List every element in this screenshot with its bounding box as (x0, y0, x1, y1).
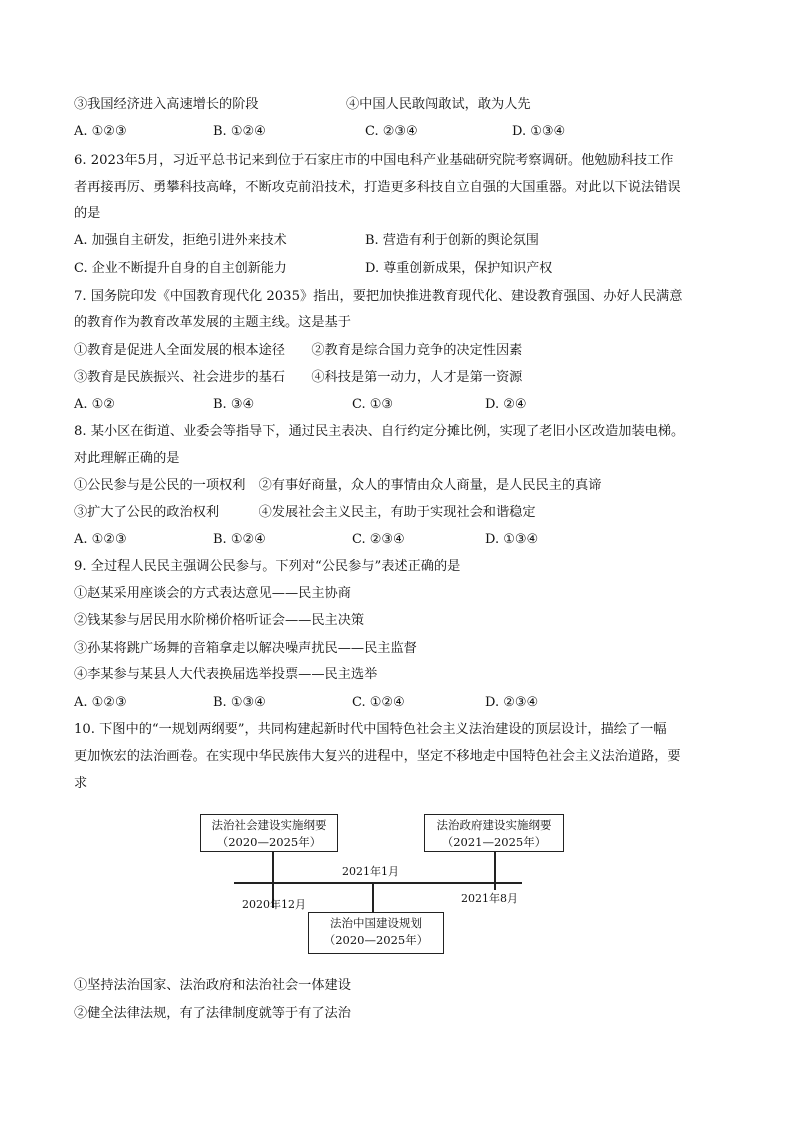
q7-stem-line1: 7. 国务院印发《中国教育现代化 2035》指出，要把加快推进教育现代化、建设教育强国、办好人民满意 (74, 289, 683, 304)
q7-option-c: C. ①③ (352, 397, 394, 412)
q6-stem-line3: 的是 (74, 206, 101, 221)
q6-option-b: B. 营造有利于创新的舆论氛围 (365, 233, 539, 248)
q8-option-a: A. ①②③ (74, 532, 127, 547)
tick-2021-8 (494, 882, 496, 890)
q10-stem-line3: 求 (74, 776, 88, 791)
timeline-axis (234, 882, 522, 884)
q9-option-d: D. ②③④ (485, 695, 539, 710)
q7-stem-line2: 的教育作为教育改革发展的主题主线。这是基于 (74, 315, 351, 330)
q7-option-b: B. ③④ (213, 397, 255, 412)
q8-option-d: D. ①③④ (485, 532, 539, 547)
q6-stem-line2: 者再接再厉、勇攀科技高峰，不断攻克前沿技术，打造更多科技自立自强的大国重器。对此以下说法错误 (74, 180, 681, 195)
q10-stem-line2: 更加恢宏的法治画卷。在实现中华民族伟大复兴的进程中，坚定不移地走中国特色社会主义法治道路，要 (74, 749, 681, 764)
option-c: C. ②③④ (365, 124, 418, 139)
q7-statements-12: ①教育是促进人全面发展的根本途径 ②教育是综合国力竞争的决定性因素 (74, 343, 523, 358)
q10-statement-2: ②健全法律法规，有了法律制度就等于有了法治 (74, 1006, 351, 1021)
box-government-years: （2021—2025年） (441, 835, 547, 849)
q9-option-a: A. ①②③ (74, 695, 127, 710)
date-2021-8: 2021年8月 (461, 892, 518, 905)
option-b: B. ①②④ (213, 124, 266, 139)
q8-stem-line2: 对此理解正确的是 (74, 451, 180, 466)
date-2021-1: 2021年1月 (342, 865, 399, 878)
box-government-title: 法治政府建设实施纲要 (436, 818, 552, 832)
q8-stem-line1: 8. 某小区在街道、业委会等指导下，通过民主表决、自行约定分摊比例，实现了老旧小区改造加装电梯。 (74, 424, 685, 439)
tick-2021-1 (372, 882, 374, 912)
q9-statement-2: ②钱某参与居民用水阶梯价格听证会——民主决策 (74, 613, 365, 628)
connector-social (272, 852, 274, 882)
q8-statements-34: ③扩大了公民的政治权利 ④发展社会主义民主，有助于实现社会和谐稳定 (74, 505, 536, 520)
q6-stem-line1: 6. 2023年5月，习近平总书记来到位于石家庄市的中国电科产业基础研究院考察调研。他勉励科技工作 (74, 153, 674, 168)
q9-statement-4: ④李某参与某县人大代表换届选举投票——民主选举 (74, 667, 378, 682)
box-rule-of-law-china-plan (308, 912, 444, 954)
q6-option-c: C. 企业不断提升自身的自主创新能力 (74, 261, 287, 276)
connector-government (494, 852, 496, 882)
box-government-rule-of-law (424, 814, 564, 852)
q8-statements-12: ①公民参与是公民的一项权利 ②有事好商量，众人的事情由众人商量，是人民民主的真谛 (74, 478, 602, 493)
statement-3: ③我国经济进入高速增长的阶段 (74, 97, 259, 112)
q8-option-b: B. ①②④ (213, 532, 266, 547)
option-a: A. ①②③ (74, 124, 127, 139)
q8-option-c: C. ②③④ (352, 532, 405, 547)
box-social-rule-of-law (200, 814, 338, 852)
q6-option-a: A. 加强自主研发，拒绝引进外来技术 (74, 233, 287, 248)
q9-statement-1: ①赵某采用座谈会的方式表达意见——民主协商 (74, 586, 351, 601)
q6-option-d: D. 尊重创新成果，保护知识产权 (365, 261, 553, 276)
option-d: D. ①③④ (512, 124, 566, 139)
statement-4: ④中国人民敢闯敢试，敢为人先 (346, 97, 531, 112)
q7-option-d: D. ②④ (485, 397, 527, 412)
box-social-years: （2020—2025年） (216, 835, 322, 849)
q9-option-b: B. ①③④ (213, 695, 266, 710)
q7-option-a: A. ①② (74, 397, 115, 412)
q10-stem-line1: 10. 下图中的“一规划两纲要”，共同构建起新时代中国特色社会主义法治建设的顶层设计，描绘了一幅 (74, 722, 667, 737)
date-2020-12: 2020年12月 (242, 898, 306, 911)
box-plan-years: （2020—2025年） (323, 933, 429, 947)
q9-statement-3: ③孙某将跳广场舞的音箱拿走以解决噪声扰民——民主监督 (74, 641, 417, 656)
q9-option-c: C. ①②④ (352, 695, 405, 710)
box-social-title: 法治社会建设实施纲要 (211, 818, 327, 832)
box-plan-title: 法治中国建设规划 (330, 916, 422, 930)
q9-stem: 9. 全过程人民民主强调公民参与。下列对“公民参与”表述正确的是 (74, 559, 461, 574)
q10-statement-1: ①坚持法治国家、法治政府和法治社会一体建设 (74, 978, 351, 993)
q7-statements-34: ③教育是民族振兴、社会进步的基石 ④科技是第一动力，人才是第一资源 (74, 370, 523, 385)
